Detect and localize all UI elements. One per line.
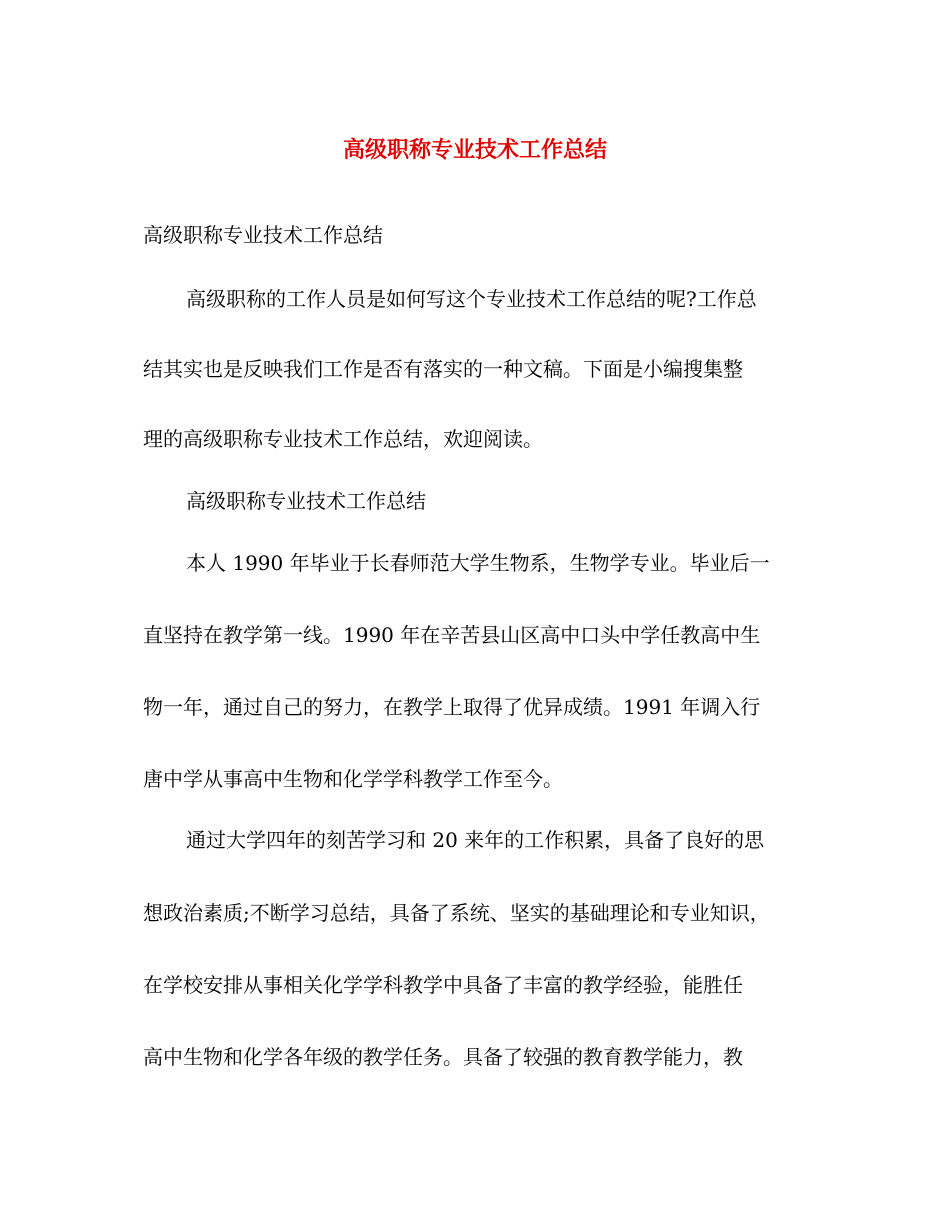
paragraph-2-line-4: 唐中学从事高中生物和化学学科教学工作至今。 [143, 767, 563, 791]
paragraph-1-line-2: 结其实也是反映我们工作是否有落实的一种文稿。下面是小编搜集整 [143, 357, 743, 381]
paragraph-3-line-3: 在学校安排从事相关化学学科教学中具备了丰富的教学经验，能胜任 [143, 973, 743, 997]
paragraph-2-line-2: 直坚持在教学第一线。1990 年在辛苦县山区高中口头中学任教高中生 [143, 623, 761, 647]
paragraph-2-line-1: 本人 1990 年毕业于长春师范大学生物系，生物学专业。毕业后一 [186, 551, 770, 575]
paragraph-3-line-1: 通过大学四年的刻苦学习和 20 来年的工作积累，具备了良好的思 [186, 828, 765, 852]
paragraph-1-line-1: 高级职称的工作人员是如何写这个专业技术工作总结的呢?工作总 [186, 287, 757, 311]
paragraph-1-line-3: 理的高级职称专业技术工作总结，欢迎阅读。 [143, 427, 543, 451]
paragraph-3-line-4: 高中生物和化学各年级的教学任务。具备了较强的教育教学能力，教 [143, 1045, 743, 1069]
paragraph-3-line-2: 想政治素质;不断学习总结，具备了系统、坚实的基础理论和专业知识， [143, 901, 770, 925]
document-subtitle: 高级职称专业技术工作总结 [143, 223, 383, 247]
section-heading: 高级职称专业技术工作总结 [186, 489, 426, 513]
paragraph-2-line-3: 物一年，通过自己的努力，在教学上取得了优异成绩。1991 年调入行 [143, 695, 761, 719]
document-title: 高级职称专业技术工作总结 [342, 137, 607, 163]
